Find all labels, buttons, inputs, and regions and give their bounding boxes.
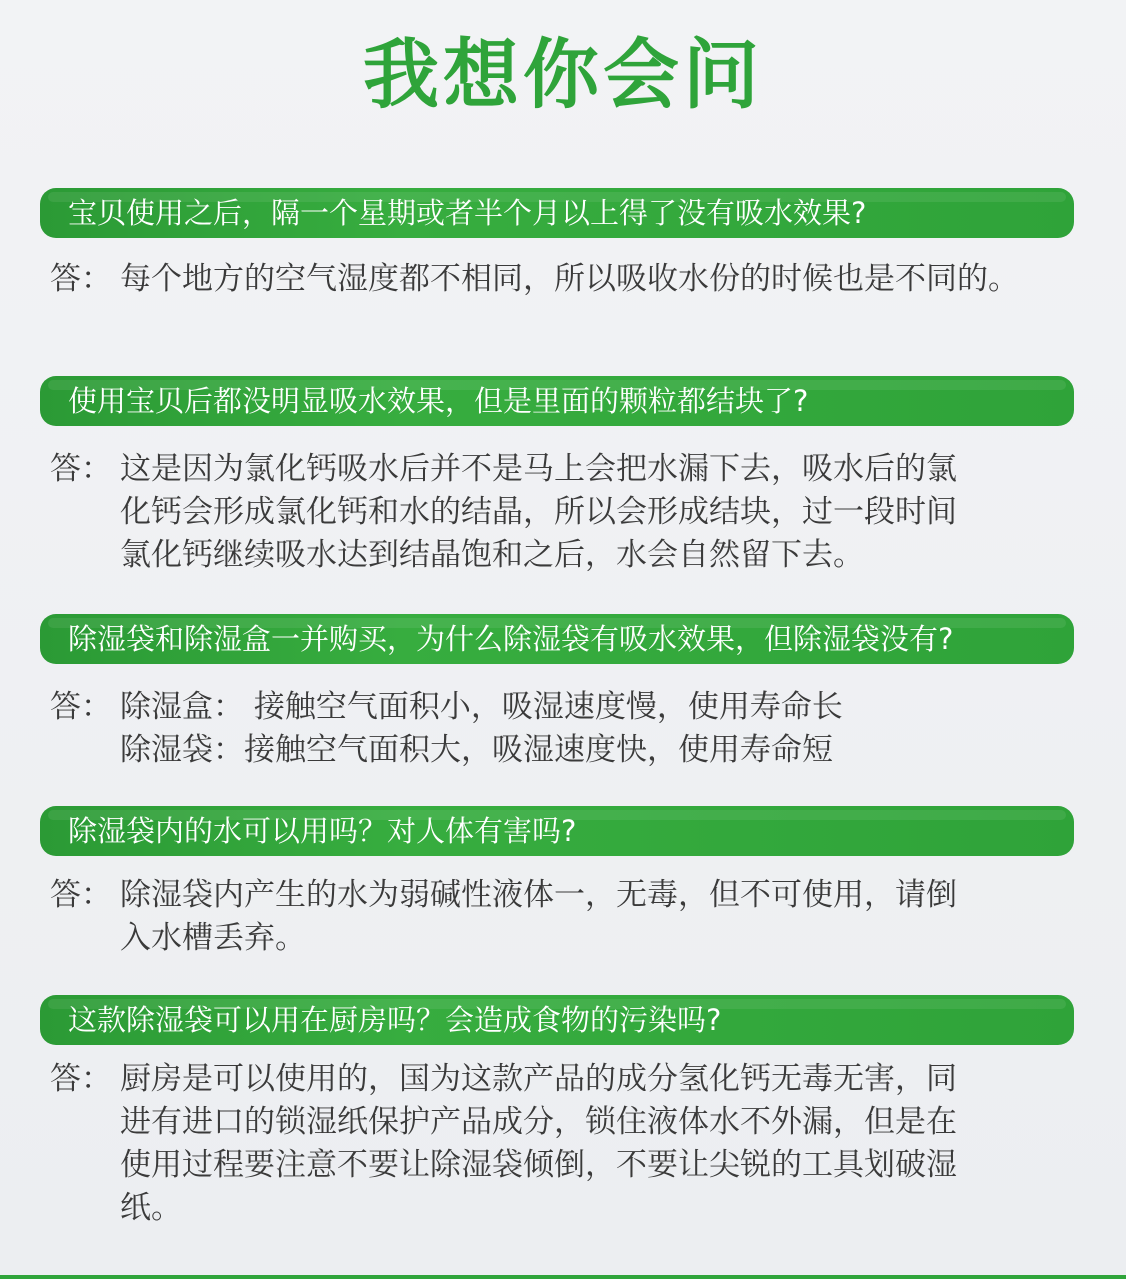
answer-prefix: 答： — [50, 1061, 112, 1097]
bottom-divider — [0, 1275, 1126, 1279]
answer-prefix: 答： — [50, 261, 112, 297]
answer-line: 除湿袋：接触空气面积大，吸湿速度快，使用寿命短 — [120, 732, 833, 768]
faq-answer-1 — [50, 258, 1110, 301]
answer-line: 使用过程要注意不要让除湿袋倾倒，不要让尖锐的工具划破湿 — [120, 1147, 957, 1183]
faq-question-4: 除湿袋内的水可以用吗？对人体有害吗? — [40, 806, 1074, 856]
answer-line: 厨房是可以使用的，国为这款产品的成分氢化钙无毒无害，同 — [120, 1061, 957, 1097]
answer-line: 这是因为氯化钙吸水后并不是马上会把水漏下去，吸水后的氯 — [120, 451, 957, 487]
answer-line: 纸。 — [120, 1190, 182, 1226]
faq-question-5: 这款除湿袋可以用在厨房吗？会造成食物的污染吗? — [40, 995, 1074, 1045]
answer-prefix: 答： — [50, 877, 112, 913]
faq-question-3: 除湿袋和除湿盒一并购买，为什么除湿袋有吸水效果，但除湿袋没有? — [40, 614, 1074, 664]
faq-answer-5 — [50, 1058, 1110, 1230]
answer-line: 进有进口的锁湿纸保护产品成分，锁住液体水不外漏，但是在 — [120, 1104, 957, 1140]
answer-prefix: 答： — [50, 451, 112, 487]
faq-answer-4 — [50, 874, 1110, 960]
answer-line: 氯化钙继续吸水达到结晶饱和之后，水会自然留下去。 — [120, 537, 864, 573]
answer-line: 除湿袋内产生的水为弱碱性液体一，无毒，但不可使用，请倒 — [120, 877, 957, 913]
answer-line: 入水槽丢弃。 — [120, 920, 306, 956]
page-title: 我想你会问 — [363, 30, 763, 119]
answer-line: 除湿盒： 接触空气面积小，吸湿速度慢，使用寿命长 — [120, 689, 843, 725]
faq-question-1: 宝贝使用之后，隔一个星期或者半个月以上得了没有吸水效果? — [40, 188, 1074, 238]
faq-answer-2 — [50, 448, 1110, 577]
faq-answer-3 — [50, 686, 1110, 772]
answer-line: 每个地方的空气湿度都不相同，所以吸收水份的时候也是不同的。 — [120, 261, 1019, 297]
answer-line: 化钙会形成氯化钙和水的结晶，所以会形成结块，过一段时间 — [120, 494, 957, 530]
answer-prefix: 答： — [50, 689, 112, 725]
faq-question-2: 使用宝贝后都没明显吸水效果，但是里面的颗粒都结块了? — [40, 376, 1074, 426]
